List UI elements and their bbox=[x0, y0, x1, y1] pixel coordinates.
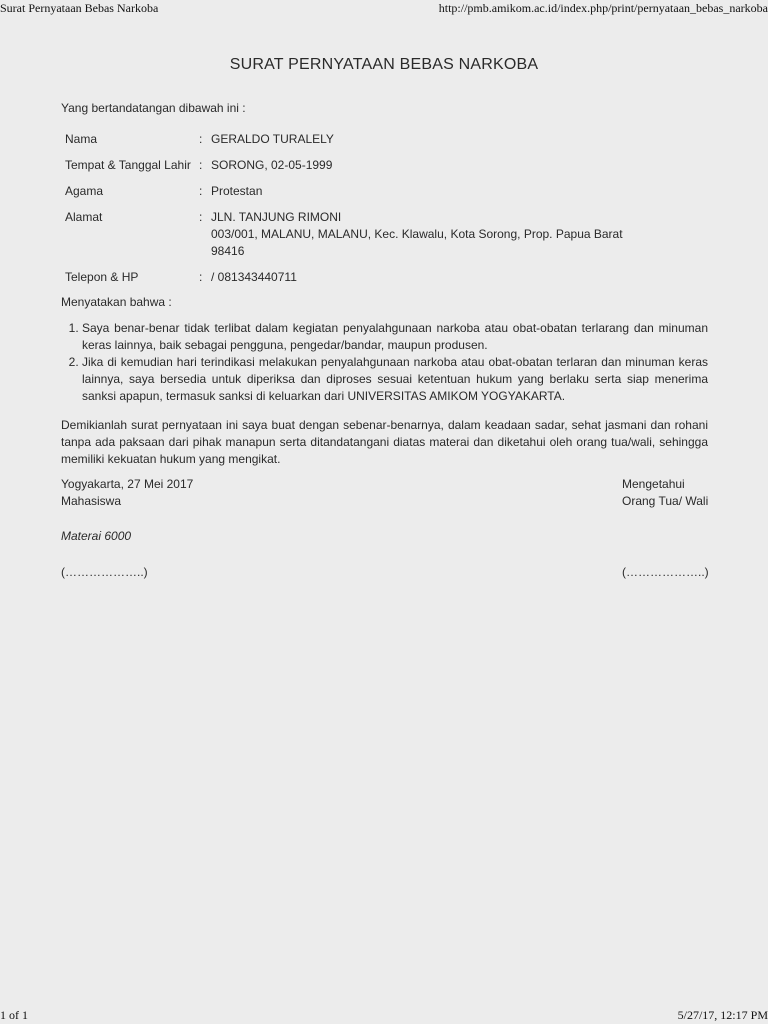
print-header bbox=[0, 0, 768, 16]
identity-value-line: GERALDO TURALELY bbox=[211, 132, 334, 146]
identity-label: Telepon & HP bbox=[65, 270, 139, 284]
statement-item bbox=[82, 320, 708, 354]
identity-value-line: SORONG, 02-05-1999 bbox=[211, 158, 333, 172]
identity-colon: : bbox=[199, 132, 203, 146]
identity-row-nama bbox=[65, 131, 665, 148]
identity-colon: : bbox=[199, 184, 203, 198]
print-header-title: Surat Pernyataan Bebas Narkoba bbox=[0, 1, 159, 15]
identity-value-line: / 081343440711 bbox=[211, 270, 297, 284]
print-footer bbox=[0, 1007, 768, 1023]
identity-colon: : bbox=[199, 270, 203, 284]
intro-text: Yang bertandatangan dibawah ini : bbox=[61, 101, 246, 115]
identity-label: Alamat bbox=[65, 210, 103, 224]
student-signature-block bbox=[61, 476, 193, 510]
identity-value bbox=[211, 157, 665, 174]
identity-value-line: Protestan bbox=[211, 184, 263, 198]
identity-value bbox=[211, 269, 665, 286]
identity-label: Nama bbox=[65, 132, 98, 146]
identity-row-agama bbox=[65, 183, 665, 200]
identity-table bbox=[65, 131, 665, 295]
statement-item bbox=[82, 354, 708, 405]
identity-row-ttl bbox=[65, 157, 665, 174]
identity-value-line: 98416 bbox=[211, 244, 245, 258]
materai-stamp-note: Materai 6000 bbox=[61, 529, 132, 543]
identity-value-line: JLN. TANJUNG RIMONI bbox=[211, 210, 342, 224]
identity-colon: : bbox=[199, 210, 203, 224]
place-date: Yogyakarta, 27 Mei 2017 bbox=[61, 477, 194, 491]
identity-row-alamat bbox=[65, 209, 665, 260]
print-header-url: http://pmb.amikom.ac.id/index.php/print/pernyataan_bebas_narkoba bbox=[438, 1, 768, 15]
statement-text: 1. Saya benar-benar tidak terlibat dalam kegiatan penyalahgunaan narkoba atau obat-obatan terlarang dan minuman keras lainnya, baik sebagai pengguna, pengedar/bandar, maupun produsen. bbox=[82, 321, 708, 352]
parent-signature-block bbox=[622, 476, 708, 510]
acknowledge-label: Mengetahui bbox=[622, 477, 685, 491]
identity-colon: : bbox=[199, 158, 203, 172]
identity-value bbox=[211, 209, 665, 260]
identity-value bbox=[211, 131, 665, 148]
page-count: 1 of 1 bbox=[0, 1008, 28, 1022]
identity-row-telepon bbox=[65, 269, 665, 286]
student-role: Mahasiswa bbox=[61, 494, 122, 508]
closing-paragraph: Demikianlah surat pernyataan ini saya buat dengan sebenar-benarnya, dalam keadaan sadar, sehat jasmani dan rohani tanpa ada paksaan dari pihak manapun serta ditandatangani diatas materai dan diketahui oleh orang tua/wali, sehingga memiliki kekuatan hukum yang mengikat. bbox=[61, 418, 708, 466]
print-datetime: 5/27/17, 12:17 PM bbox=[677, 1008, 768, 1022]
identity-label: Tempat & Tanggal Lahir bbox=[65, 158, 191, 172]
statement-text: 2. Jika di kemudian hari terindikasi melakukan penyalahgunaan narkoba atau obat-obatan terlaran dan minuman keras lainnya, saya bersedia untuk diperiksa dan diproses sesuai ketentuan hukum yang berlaku serta siap menerima sanksi apapun, termasuk sanksi di keluarkan dari UNIVERSITAS AMIKOM YOGYAKARTA. bbox=[82, 355, 708, 403]
parent-role: Orang Tua/ Wali bbox=[622, 494, 709, 508]
identity-value-line: 003/001, MALANU, MALANU, Kec. Klawalu, Kota Sorong, Prop. Papua Barat bbox=[211, 227, 623, 241]
parent-signature-blank: (………………..) bbox=[622, 565, 709, 579]
identity-value bbox=[211, 183, 665, 200]
student-signature-blank: (………………..) bbox=[61, 565, 148, 579]
identity-label: Agama bbox=[65, 184, 104, 198]
statement-list bbox=[61, 320, 708, 405]
statement-intro: Menyatakan bahwa : bbox=[61, 295, 172, 309]
document-title: SURAT PERNYATAAN BEBAS NARKOBA bbox=[229, 56, 539, 73]
